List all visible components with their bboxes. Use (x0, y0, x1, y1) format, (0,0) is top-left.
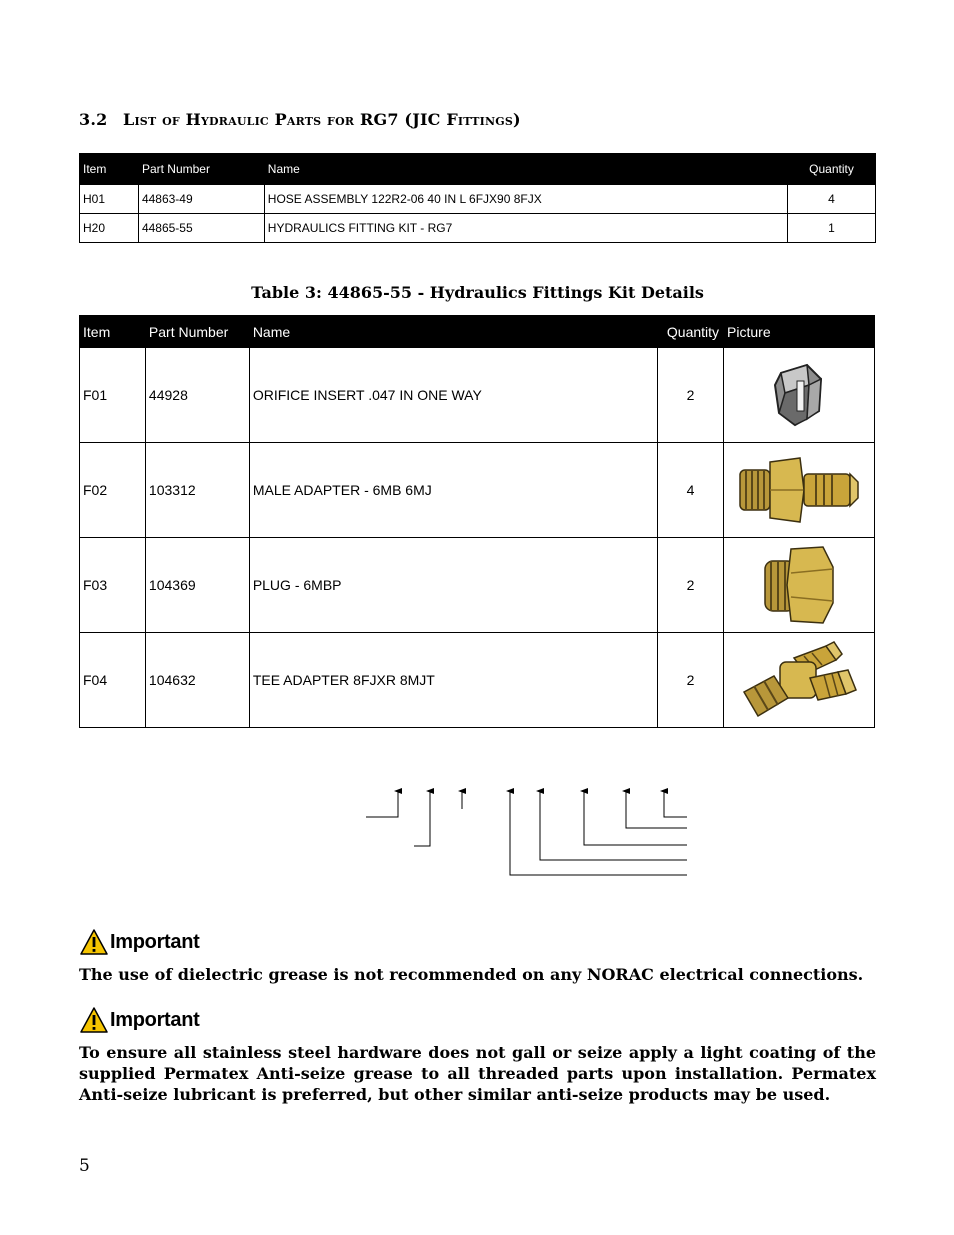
important-note-text-2: To ensure all stainless steel hardware does not gall or seize apply a light coating of the supplied Permatex Anti-seize grease to all threaded parts upon installation. Permatex Anti-seize lubricant is preferred, but other similar anti-seize products may be used. (79, 1043, 876, 1104)
table-header-row (80, 316, 875, 348)
cell-part-number: 104369 (145, 538, 249, 633)
male-adapter-icon (734, 450, 864, 530)
cell-quantity: 4 (788, 185, 876, 214)
important-note-text-1: The use of dielectric grease is not recommended on any NORAC electrical connections. (79, 965, 864, 984)
page-number: 5 (79, 1156, 90, 1176)
warning-icon (80, 1007, 108, 1033)
cell-item: F01 (80, 348, 146, 443)
important-label: Important (110, 930, 200, 953)
important-label: Important (110, 1008, 200, 1031)
table-row (80, 538, 875, 633)
cell-name: HYDRAULICS FITTING KIT - RG7 (264, 214, 787, 243)
cell-quantity: 2 (658, 348, 724, 443)
section-heading (79, 110, 521, 129)
kit-table-caption: Table 3: 44865-55 - Hydraulics Fittings Kit Details (251, 283, 704, 302)
cell-quantity: 2 (658, 633, 724, 728)
cell-name: MALE ADAPTER - 6MB 6MJ (249, 443, 657, 538)
cell-item: F03 (80, 538, 146, 633)
column-header-part-number: Part Number (138, 154, 264, 185)
table-row (80, 633, 875, 728)
cell-picture (724, 538, 875, 633)
tee-adapter-icon (734, 638, 864, 722)
cell-part-number: 44865-55 (138, 214, 264, 243)
cell-item: F02 (80, 443, 146, 538)
column-header-name: Name (264, 154, 787, 185)
fittings-kit-table (79, 315, 875, 728)
cell-item: F04 (80, 633, 146, 728)
cell-picture (724, 348, 875, 443)
cell-item: H01 (80, 185, 139, 214)
orifice-insert-icon (759, 355, 839, 435)
column-header-quantity: Quantity (788, 154, 876, 185)
warning-icon (80, 929, 108, 955)
important-heading-2 (80, 1007, 200, 1033)
cell-name: ORIFICE INSERT .047 IN ONE WAY (249, 348, 657, 443)
important-heading-1 (80, 929, 200, 955)
cell-part-number: 104632 (145, 633, 249, 728)
section-title: List of Hydraulic Parts for RG7 (JIC Fittings) (123, 110, 521, 129)
table-row (80, 348, 875, 443)
plug-icon (749, 543, 849, 627)
callout-lines-diagram (360, 785, 690, 880)
table-row (80, 185, 876, 214)
column-header-picture: Picture (724, 316, 875, 348)
cell-name: PLUG - 6MBP (249, 538, 657, 633)
cell-part-number: 44863-49 (138, 185, 264, 214)
hydraulic-parts-table (79, 153, 876, 243)
column-header-quantity: Quantity (658, 316, 724, 348)
cell-quantity: 4 (658, 443, 724, 538)
table-header-row (80, 154, 876, 185)
column-header-part-number: Part Number (145, 316, 249, 348)
cell-name: HOSE ASSEMBLY 122R2-06 40 IN L 6FJX90 8FJX (264, 185, 787, 214)
table-row (80, 443, 875, 538)
cell-name: TEE ADAPTER 8FJXR 8MJT (249, 633, 657, 728)
cell-part-number: 44928 (145, 348, 249, 443)
section-number: 3.2 (79, 110, 108, 129)
column-header-item: Item (80, 154, 139, 185)
column-header-name: Name (249, 316, 657, 348)
cell-part-number: 103312 (145, 443, 249, 538)
cell-item: H20 (80, 214, 139, 243)
column-header-item: Item (80, 316, 146, 348)
cell-quantity: 1 (788, 214, 876, 243)
cell-picture (724, 443, 875, 538)
table-row (80, 214, 876, 243)
cell-quantity: 2 (658, 538, 724, 633)
cell-picture (724, 633, 875, 728)
